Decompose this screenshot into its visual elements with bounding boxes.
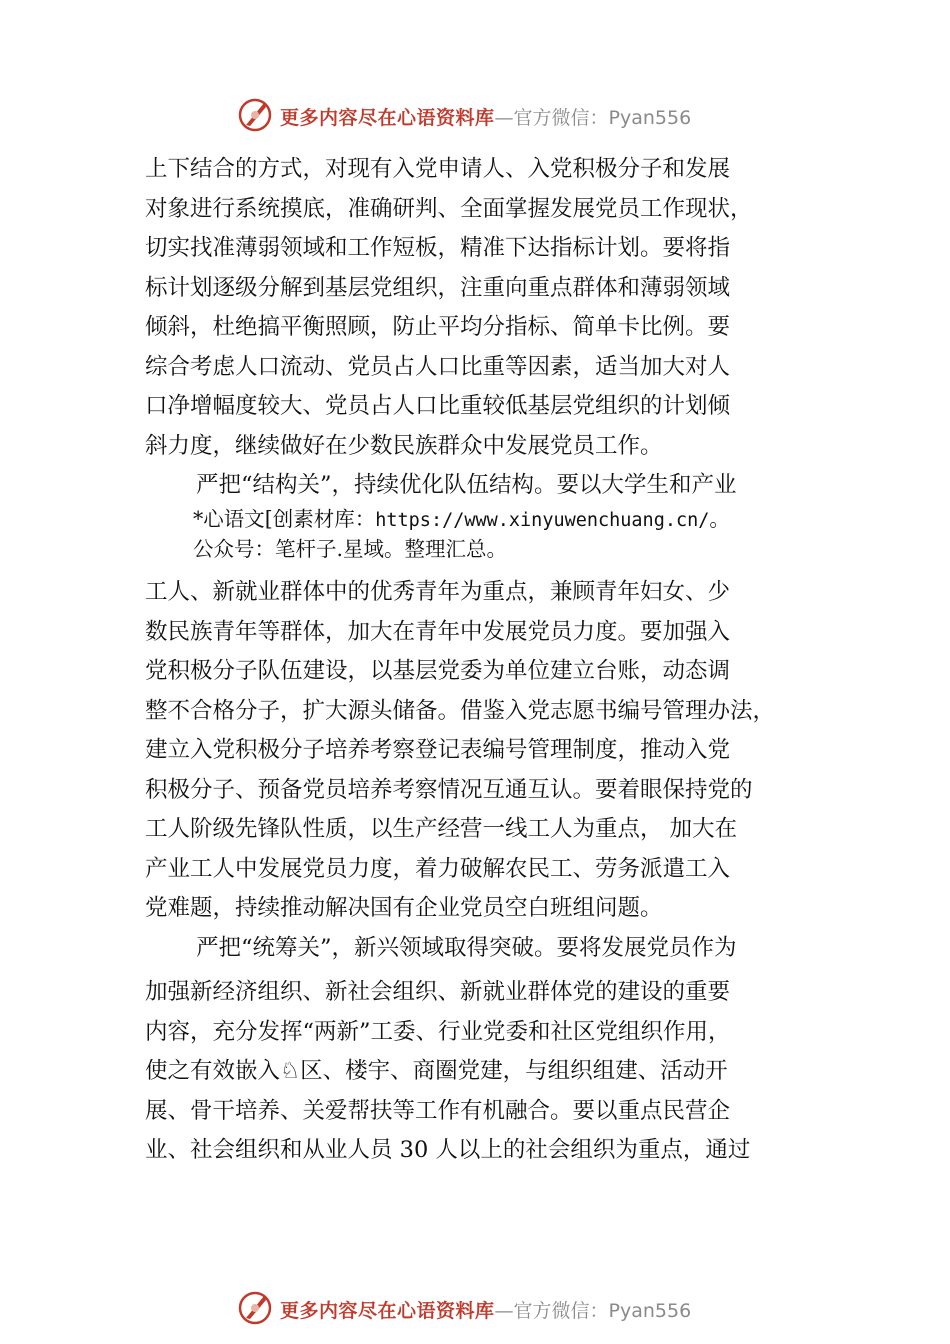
body-line: 加强新经济组织、新社会组织、新就业群体党的建设的重要 xyxy=(145,979,731,1005)
watermark-ad-line-2: 公众号：笔杆子.星域。整理汇总。 xyxy=(193,537,508,561)
banner-separator: — xyxy=(494,107,514,129)
quill-logo-icon xyxy=(236,95,274,133)
body-line: 整不合格分子，扩大源头储备。借鉴入党志愿书编号管理办法， xyxy=(145,698,776,724)
banner-separator: — xyxy=(494,1300,514,1322)
footer-watermark-banner xyxy=(236,1288,736,1328)
body-line: 口净增幅度较大、党员占人口比重较低基层党组织的计划倾 xyxy=(145,393,731,419)
body-line: 建立入党积极分子培养考察登记表编号管理制度，推动入党 xyxy=(145,737,731,763)
body-line: 上下结合的方式，对现有入党申请人、入党积极分子和发展 xyxy=(145,156,731,182)
body-line: 党难题，持续推动解决国有企业党员空白班组问题。 xyxy=(145,895,663,921)
body-line: 工人阶级先锋队性质，以生产经营一线工人为重点， 加大在 xyxy=(145,816,738,842)
banner-brand-text: 更多内容尽在心语资料库 xyxy=(280,1300,495,1322)
ad-suffix: 。 xyxy=(709,507,730,531)
banner-account: Pyan556 xyxy=(608,107,692,129)
body-line: 工人、新就业群体中的优秀青年为重点，兼顾青年妇女、少 xyxy=(145,579,731,605)
body-line: 展、骨干培养、关爱帮扶等工作有机融合。要以重点民营企 xyxy=(145,1098,731,1124)
body-line: 标计划逐级分解到基层党组织，注重向重点群体和薄弱领域 xyxy=(145,275,731,301)
paragraph-heading: 严把“统筹关”，新兴领域取得突破。要将发展党员作为 xyxy=(196,935,737,961)
body-line: 党积极分子队伍建设，以基层党委为单位建立台账，动态调 xyxy=(145,658,731,684)
body-line: 综合考虑人口流动、党员占人口比重等因素，适当加大对人 xyxy=(145,354,731,380)
body-line: 内容，充分发挥“两新”工委、行业党委和社区党组织作用， xyxy=(145,1019,731,1045)
banner-brand-text: 更多内容尽在心语资料库 xyxy=(280,107,495,129)
body-line: 切实找准薄弱领域和工作短板，精准下达指标计划。要将指 xyxy=(145,235,731,261)
body-line: 业、社会组织和从业人员 30 人以上的社会组织为重点，通过 xyxy=(145,1137,751,1163)
body-line: 倾斜，杜绝搞平衡照顾，防止平均分指标、简单卡比例。要 xyxy=(145,314,731,340)
banner-account: Pyan556 xyxy=(608,1300,692,1322)
ad-url: https://www.xinyuwenchuang.cn/ xyxy=(375,510,710,531)
body-line: 数民族青年等群体，加大在青年中发展党员力度。要加强入 xyxy=(145,619,731,645)
watermark-ad-line-1 xyxy=(193,505,730,535)
body-line: 积极分子、预备党员培养考察情况互通互认。要着眼保持党的 xyxy=(145,777,753,803)
paragraph-heading: 严把“结构关”，持续优化队伍结构。要以大学生和产业 xyxy=(196,472,737,498)
body-line: 使之有效嵌入♘区、楼宇、商圈党建，与组织组建、活动开 xyxy=(145,1058,728,1084)
quill-logo-icon xyxy=(236,1288,274,1326)
body-line: 产业工人中发展党员力度，着力破解农民工、劳务派遣工入 xyxy=(145,856,731,882)
banner-wechat-label: 官方微信： xyxy=(513,107,609,129)
body-line: 斜力度，继续做好在少数民族群众中发展党员工作。 xyxy=(145,433,663,459)
banner-wechat-label: 官方微信： xyxy=(513,1300,609,1322)
body-line: 对象进行系统摸底，准确研判、全面掌握发展党员工作现状， xyxy=(145,196,753,222)
header-watermark-banner xyxy=(236,95,736,135)
ad-prefix: *心语文[创素材库： xyxy=(193,507,376,531)
